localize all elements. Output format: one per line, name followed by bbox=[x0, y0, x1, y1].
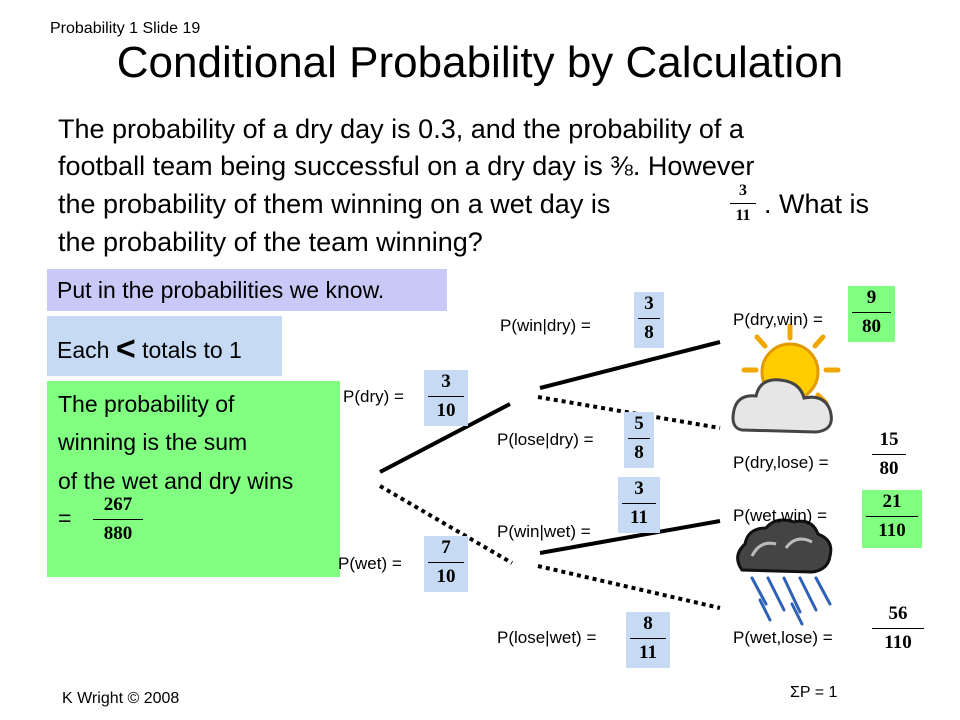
fraction-p-lose-wet bbox=[626, 612, 670, 668]
label-p-win-dry: P(win|dry) = bbox=[500, 316, 591, 335]
fraction-p-dry-win bbox=[848, 286, 895, 342]
fraction-numerator: 3 bbox=[441, 371, 451, 392]
fraction-p-wet bbox=[424, 536, 468, 592]
sum-check: ΣP = 1 bbox=[790, 684, 838, 701]
fraction-bar bbox=[866, 516, 918, 517]
fraction-denominator: 11 bbox=[639, 642, 657, 663]
fraction-p-win-dry bbox=[634, 292, 664, 348]
note-sum-equals: = bbox=[58, 505, 72, 531]
label-p-dry-win: P(dry,win) = bbox=[733, 310, 823, 329]
fraction-denominator: 110 bbox=[884, 632, 912, 653]
fraction-p-wet-win bbox=[862, 490, 922, 548]
fraction-denominator: 80 bbox=[879, 458, 899, 479]
fraction-numerator: 56 bbox=[888, 603, 908, 624]
fraction-denominator: 880 bbox=[103, 523, 133, 544]
branch-win-dry bbox=[540, 342, 720, 388]
branch-symbol: < bbox=[115, 330, 136, 368]
fraction-denominator: 11 bbox=[630, 507, 648, 528]
note-sum-line-2: winning is the sum bbox=[58, 429, 248, 455]
fraction-numerator: 9 bbox=[866, 287, 877, 308]
branch-lose-wet bbox=[538, 566, 720, 608]
question-line-3-end: . What is bbox=[764, 189, 870, 219]
label-p-lose-dry: P(lose|dry) = bbox=[497, 430, 594, 449]
fraction-denominator: 8 bbox=[644, 322, 654, 343]
question-line-1: The probability of a dry day is 0.3, and the probability of a bbox=[58, 114, 744, 144]
fraction-numerator: 3 bbox=[739, 182, 747, 199]
note-each-pre: Each bbox=[57, 337, 110, 363]
fraction-bar bbox=[428, 396, 464, 397]
rain-cloud-icon bbox=[738, 520, 831, 624]
label-p-lose-wet: P(lose|wet) = bbox=[497, 628, 597, 647]
fraction-denominator: 80 bbox=[862, 316, 881, 337]
fraction-numerator: 8 bbox=[643, 613, 653, 634]
note-put-in-text: Put in the probabilities we know. bbox=[57, 277, 385, 303]
fraction-denominator: 8 bbox=[634, 442, 644, 463]
fraction-denominator: 10 bbox=[436, 566, 456, 587]
fraction-bar bbox=[622, 503, 656, 504]
fraction-bar bbox=[628, 438, 650, 439]
fraction-bar bbox=[638, 318, 660, 319]
fraction-p-wet-lose bbox=[868, 602, 928, 658]
label-p-dry: P(dry) = bbox=[343, 387, 404, 406]
fraction-numerator: 21 bbox=[882, 491, 902, 512]
fraction-denominator: 110 bbox=[878, 520, 906, 541]
note-sum-line-1: The probability of bbox=[58, 391, 235, 417]
fraction-denominator: 10 bbox=[436, 400, 456, 421]
sun-cloud-icon bbox=[733, 326, 838, 432]
fraction-numerator: 3 bbox=[644, 293, 654, 314]
label-p-wet: P(wet) = bbox=[338, 554, 402, 573]
note-sum-line-3: of the wet and dry wins bbox=[58, 468, 294, 494]
fraction-denominator: 11 bbox=[735, 207, 751, 224]
fraction-numerator: 5 bbox=[634, 413, 644, 434]
fraction-p-dry bbox=[424, 370, 468, 426]
fraction-bar bbox=[852, 312, 891, 313]
note-each-post: totals to 1 bbox=[142, 337, 242, 363]
label-p-dry-lose: P(dry,lose) = bbox=[733, 453, 829, 472]
question-line-2: football team being successful on a dry day is ⅜. However bbox=[58, 151, 755, 181]
fraction-bar bbox=[872, 628, 924, 629]
fraction-bar bbox=[428, 562, 464, 563]
fraction-numerator: 15 bbox=[879, 429, 899, 450]
slide-title: Conditional Probability by Calculation bbox=[116, 38, 844, 87]
fraction-bar bbox=[872, 454, 906, 455]
fraction-numerator: 7 bbox=[441, 537, 451, 558]
footer-copyright: K Wright © 2008 bbox=[62, 690, 180, 707]
fraction-numerator: 267 bbox=[103, 494, 133, 515]
fraction-p-lose-dry bbox=[624, 412, 654, 468]
label-p-win-wet: P(win|wet) = bbox=[497, 522, 591, 541]
fraction-p-dry-lose bbox=[868, 428, 910, 484]
question-line-4: the probability of the team winning? bbox=[58, 227, 483, 257]
label-p-wet-win: P(wet,win) = bbox=[733, 506, 827, 525]
fraction-p-win-wet bbox=[618, 477, 660, 533]
label-p-wet-lose: P(wet,lose) = bbox=[733, 628, 833, 647]
question-line-3-start: the probability of them winning on a wet day is bbox=[58, 189, 611, 219]
slide-label: Probability 1 Slide 19 bbox=[50, 20, 201, 37]
fraction-numerator: 3 bbox=[634, 478, 644, 499]
fraction-bar bbox=[630, 638, 666, 639]
